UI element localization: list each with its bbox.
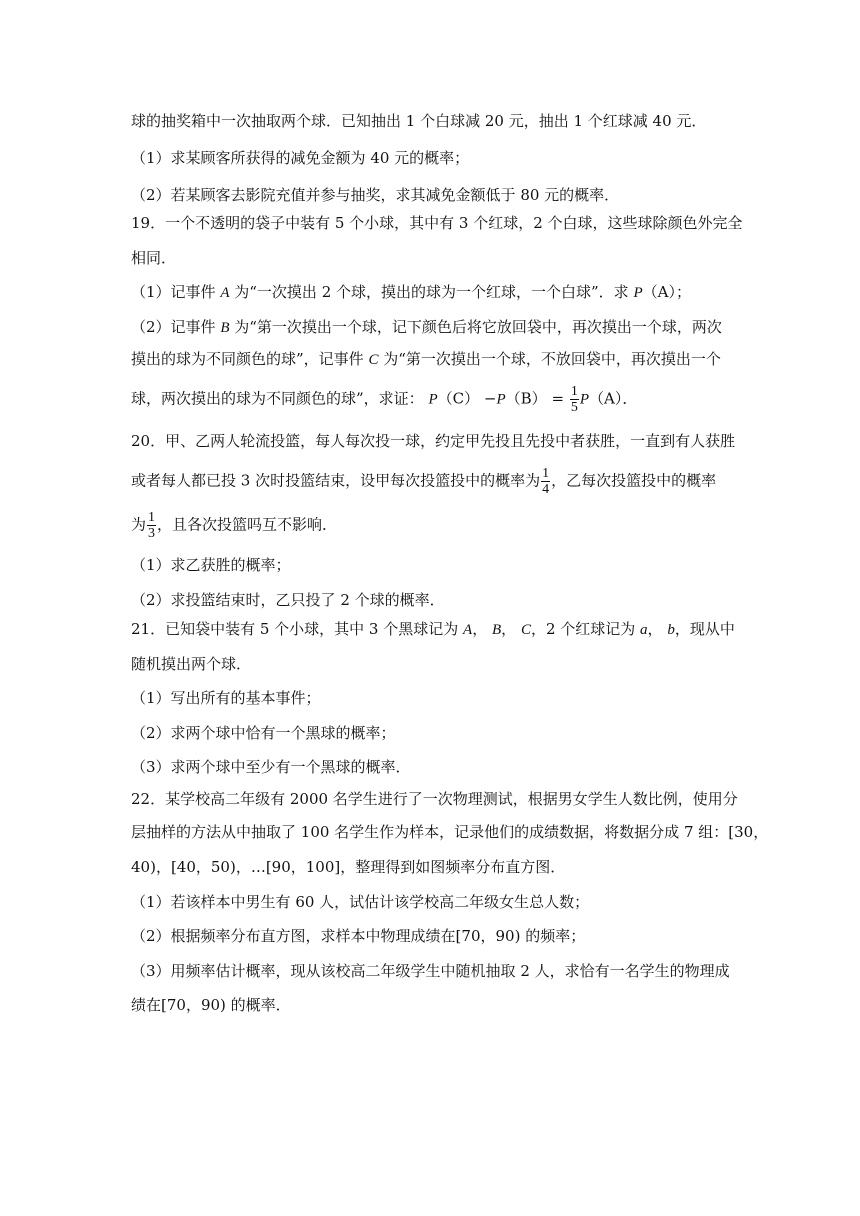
text: ，现从中 — [674, 620, 735, 638]
text: （2）记事件 — [131, 318, 221, 336]
text: ， — [472, 620, 492, 638]
text: ，且各次投篮吗互不影响． — [157, 515, 338, 534]
fraction — [570, 384, 579, 415]
numerator: 1 — [148, 510, 156, 525]
minus-sign: − — [483, 389, 497, 408]
math-var: B — [220, 320, 230, 336]
q21-part3: （3）求两个球中至少有一个黑球的概率． — [131, 758, 411, 776]
text: （B） — [505, 389, 547, 408]
q20-stem-line2 — [131, 466, 716, 497]
q22-stem-line1: 22．某学校高二年级有 2000 名学生进行了一次物理测试，根据男女学生人数比例，使用分 — [131, 790, 738, 808]
fraction — [541, 466, 550, 497]
q20-stem-line1: 20．甲、乙两人轮流投篮，每人每次投一球，约定甲先投且先投中者获胜，一直到有人获胜 — [131, 432, 736, 450]
math-var: A — [463, 622, 473, 638]
q20-part1: （1）求乙获胜的概率； — [131, 556, 291, 574]
math-var: b — [667, 622, 675, 638]
q19-stem-line1: 19．一个不透明的袋子中装有 5 个小球，其中有 3 个红球，2 个白球，这些球除颜色外完全 — [131, 214, 743, 232]
q20-part2: （2）求投篮结束时，乙只投了 2 个球的概率． — [131, 591, 445, 609]
math-var: C — [368, 352, 379, 368]
q22-stem-line3: 40)，[40，50)，…[90，100]，整理得到如图频率分布直方图． — [131, 858, 566, 876]
q21-part2: （2）求两个球中恰有一个黑球的概率； — [131, 724, 396, 742]
q19-stem-line2: 相同． — [131, 249, 177, 267]
denominator: 4 — [542, 482, 550, 497]
text: ，乙每次投篮投中的概率 — [551, 471, 717, 490]
text: （1）记事件 — [131, 283, 221, 301]
q18-part1: （1）求某顾客所获得的减免金额为 40 元的概率； — [131, 149, 470, 167]
q18-part2: （2）若某顾客去影院充值并参与抽奖，求其减免金额低于 80 元的概率． — [131, 186, 620, 204]
q21-stem-line1 — [131, 619, 735, 640]
q19-part2-line2 — [131, 349, 721, 370]
text: ，2 个红球记为 — [530, 620, 641, 638]
math-var: P — [579, 391, 589, 408]
text: ， — [501, 620, 521, 638]
math-var: P — [428, 391, 438, 408]
text: 球，两次摸出的球为不同颜色的球”，求证： — [131, 389, 424, 408]
q22-part3-line1: （3）用频率估计概率，现从该校高二年级学生中随机抽取 2 人，求恰有一名学生的物理成 — [131, 962, 730, 980]
numerator: 1 — [570, 384, 578, 399]
math-var: P — [633, 285, 643, 301]
q22-part3-line2: 绩在[70，90) 的概率． — [131, 996, 291, 1014]
q20-stem-line3 — [131, 510, 337, 541]
text: （C） — [437, 389, 480, 408]
math-var: C — [520, 622, 531, 638]
text: （A）． — [588, 389, 638, 408]
q18-intro-line: 球的抽奖箱中一次抽取两个球．已知抽出 1 个白球减 20 元，抽出 1 个红球减 40 元． — [131, 112, 707, 130]
math-var: a — [640, 622, 648, 638]
q19-part2-line3 — [131, 384, 637, 415]
denominator: 5 — [570, 400, 578, 415]
text: 摸出的球为不同颜色的球”，记事件 — [131, 350, 369, 368]
text: 为“第一次摸出一个球，记下颜色后将它放回袋中，再次摸出一个球，两次 — [229, 318, 722, 336]
q19-part1 — [131, 282, 691, 303]
q19-part2-line1 — [131, 317, 722, 338]
math-var: P — [496, 391, 506, 408]
text: ， — [647, 620, 668, 638]
q22-part2: （2）根据频率分布直方图，求样本中物理成绩在[70，90) 的频率； — [131, 927, 586, 945]
q22-part1: （1）若该样本中男生有 60 人，试估计该学校高二年级女生总人数； — [131, 893, 590, 911]
denominator: 3 — [148, 526, 156, 541]
text: 为“一次摸出 2 个球，摸出的球为一个红球，一个白球”．求 — [229, 283, 634, 301]
text: 或者每人都已投 3 次时投篮结束，设甲每次投篮投中的概率为 — [131, 471, 541, 490]
text: 21．已知袋中装有 5 个小球，其中 3 个黑球记为 — [131, 620, 464, 638]
text: 为 — [131, 515, 147, 534]
q21-stem-line2: 随机摸出两个球． — [131, 655, 252, 673]
equals-sign: = — [551, 389, 565, 408]
math-var: A — [220, 285, 230, 301]
q21-part1: （1）写出所有的基本事件； — [131, 689, 321, 707]
numerator: 1 — [542, 466, 550, 481]
text: （A）； — [642, 283, 691, 301]
text: 为“第一次摸出一个球，不放回袋中，再次摸出一个 — [378, 350, 721, 368]
q22-stem-line2: 层抽样的方法从中抽取了 100 名学生作为样本，记录他们的成绩数据，将数据分成 7 组：[30， — [131, 823, 769, 841]
fraction — [147, 510, 156, 541]
math-var: B — [491, 622, 502, 638]
